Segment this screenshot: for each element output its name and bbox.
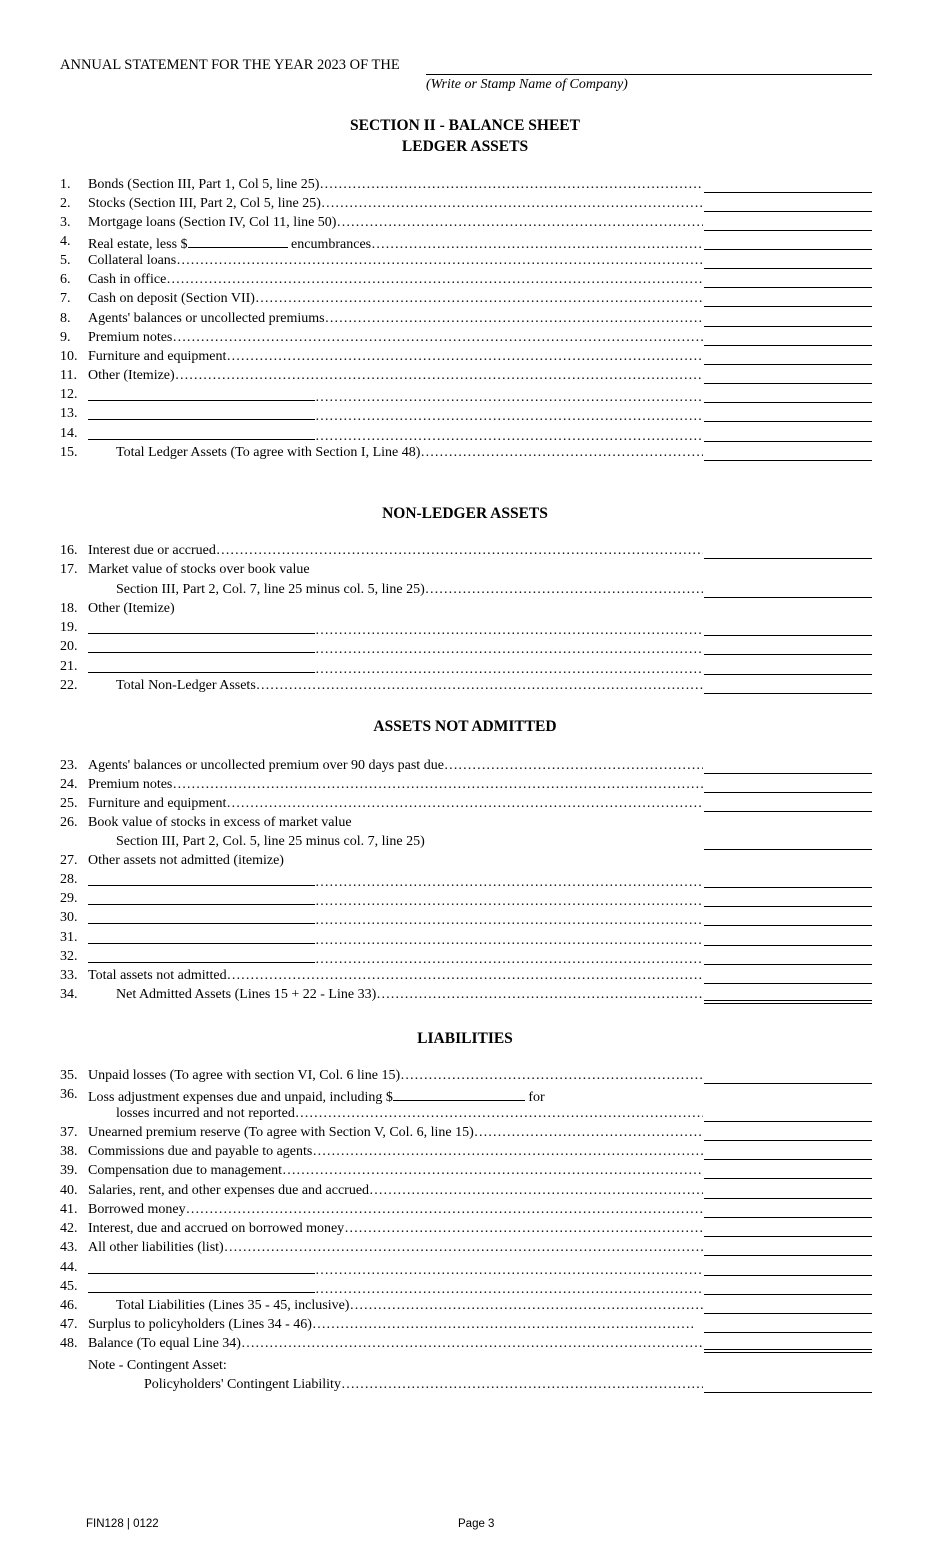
- amount-field[interactable]: [704, 383, 872, 384]
- amount-field[interactable]: [704, 1294, 872, 1295]
- line-42: 42. Interest, due and accrued on borrowed money ……………………………………………………………………………………………………………………………………………………………………………………………: [60, 1221, 872, 1240]
- line-label: Commissions due and payable to agents ……………………………………………………………………………………………………………………………………………………………………………………………: [88, 1144, 703, 1163]
- line-label: Cash in office ……………………………………………………………………………………………………………………………………………………………………………………………: [88, 272, 703, 291]
- line-5: 5. Collateral loans ……………………………………………………………………………………………………………………………………………………………………………………………: [60, 253, 872, 272]
- itemize-field[interactable]: [88, 426, 703, 445]
- amount-field[interactable]: [704, 811, 872, 812]
- line-41: 41. Borrowed money ……………………………………………………………………………………………………………………………………………………………………………………………: [60, 1202, 872, 1221]
- line-10: 10. Furniture and equipment ……………………………………………………………………………………………………………………………………………………………………………………………: [60, 349, 872, 368]
- amount-field[interactable]: [704, 674, 872, 675]
- line-35: 35. Unpaid losses (To agree with section VI, Col. 6 line 15) ……………………………………………………………………………………………………………………………………………………………………………………………: [60, 1068, 872, 1087]
- amount-field[interactable]: [704, 192, 872, 193]
- ledger-assets-heading: LEDGER ASSETS: [401, 138, 529, 155]
- line-29: 29. ……………………………………………………………………………………………………………………………………………………………………………………………: [60, 891, 872, 910]
- line-label: Interest, due and accrued on borrowed money ……………………………………………………………………………………………………………………………………………………………………………………………: [88, 1221, 703, 1240]
- amount-field[interactable]: [704, 1275, 872, 1276]
- line-label: Total assets not admitted ……………………………………………………………………………………………………………………………………………………………………………………………: [88, 968, 703, 987]
- amount-field[interactable]: [704, 654, 872, 655]
- line-20: 20. ……………………………………………………………………………………………………………………………………………………………………………………………: [60, 639, 872, 658]
- line-11: 11. Other (Itemize) ……………………………………………………………………………………………………………………………………………………………………………………………: [60, 368, 872, 387]
- line-2: 2. Stocks (Section III, Part 2, Col 5, line 25) ……………………………………………………………………………………………………………………………………………………………………………………………: [60, 196, 872, 215]
- non-ledger-assets-heading: NON-LEDGER ASSETS: [382, 505, 548, 522]
- amount-field[interactable]: [704, 211, 872, 212]
- line-label: Other (Itemize) ……………………………………………………………………………………………………………………………………………………………………………………………: [88, 368, 703, 387]
- line-15: 15. Total Ledger Assets (To agree with Section I, Line 48) ……………………………………………………………………………………………………………………………………………………………………………………………: [60, 445, 872, 464]
- line-label: Compensation due to management ……………………………………………………………………………………………………………………………………………………………………………………………: [88, 1163, 703, 1182]
- line-43: 43. All other liabilities (list) ……………………………………………………………………………………………………………………………………………………………………………………………: [60, 1240, 872, 1259]
- line-label: Other assets not admitted (itemize): [88, 853, 284, 868]
- line-label: losses incurred and not reported ……………………………………………………………………………………………………………………………………………………………………………………………: [116, 1106, 703, 1125]
- itemize-field[interactable]: [88, 930, 703, 949]
- company-name-line[interactable]: [426, 74, 872, 75]
- itemize-field[interactable]: [88, 406, 703, 425]
- amount-field[interactable]: [704, 945, 872, 946]
- line-38: 38. Commissions due and payable to agents ……………………………………………………………………………………………………………………………………………………………………………………………: [60, 1144, 872, 1163]
- line-label: Total Ledger Assets (To agree with Section I, Line 48) ……………………………………………………………………………………………………………………………………………………………………………………………: [116, 445, 703, 464]
- amount-field[interactable]: [704, 792, 872, 793]
- company-name-caption: (Write or Stamp Name of Company): [426, 77, 628, 92]
- amount-field[interactable]: [704, 906, 872, 907]
- amount-field[interactable]: [704, 1159, 872, 1160]
- amount-field[interactable]: [704, 287, 872, 288]
- form-id: FIN128 | 0122: [86, 1518, 159, 1530]
- line-34: 34. Net Admitted Assets (Lines 15 + 22 - Line 33) ……………………………………………………………………………………………………………………………………………………………………………………………: [60, 987, 872, 1006]
- line-31: 31. ……………………………………………………………………………………………………………………………………………………………………………………………: [60, 930, 872, 949]
- encumbrance-field[interactable]: [188, 234, 288, 248]
- liabilities-heading: LIABILITIES: [417, 1030, 513, 1047]
- line-13: 13. ……………………………………………………………………………………………………………………………………………………………………………………………: [60, 406, 872, 425]
- line-label: Section III, Part 2, Col. 7, line 25 minus col. 5, line 25) ……………………………………………………………………………………………………………………………………………………………………………………………: [116, 582, 703, 601]
- line-18: 18. Other (Itemize): [60, 601, 872, 620]
- amount-field[interactable]: [704, 558, 872, 559]
- amount-field[interactable]: [704, 983, 872, 984]
- line-47: 47. Surplus to policyholders (Lines 34 - 46) ……………………………………………………………………………………………………………………………………………………………………………………………: [60, 1317, 872, 1336]
- statement-title: ANNUAL STATEMENT FOR THE YEAR 2023 OF THE: [60, 57, 400, 73]
- line-25: 25. Furniture and equipment ……………………………………………………………………………………………………………………………………………………………………………………………: [60, 796, 872, 815]
- line-1: 1. Bonds (Section III, Part 1, Col 5, line 25) ……………………………………………………………………………………………………………………………………………………………………………………………: [60, 177, 872, 196]
- amount-field[interactable]: [704, 1198, 872, 1199]
- amount-field[interactable]: [704, 249, 872, 250]
- line-label: Unpaid losses (To agree with section VI, Col. 6 line 15) ……………………………………………………………………………………………………………………………………………………………………………………………: [88, 1068, 703, 1087]
- line-label: Agents' balances or uncollected premium over 90 days past due ……………………………………………………………………………………………………………………………………………………………………………………………: [88, 758, 703, 777]
- line-37: 37. Unearned premium reserve (To agree with Section V, Col. 6, line 15) ……………………………………………………………………………………………………………………………………………………………………………………………: [60, 1125, 872, 1144]
- amount-field[interactable]: [704, 421, 872, 422]
- line-label: All other liabilities (list) ……………………………………………………………………………………………………………………………………………………………………………………………: [88, 1240, 703, 1259]
- amount-field[interactable]: [704, 1349, 872, 1353]
- amount-field[interactable]: [704, 1255, 872, 1256]
- line-label: Furniture and equipment ……………………………………………………………………………………………………………………………………………………………………………………………: [88, 349, 703, 368]
- amount-field[interactable]: [704, 1000, 872, 1004]
- line-8: 8. Agents' balances or uncollected premiums ……………………………………………………………………………………………………………………………………………………………………………………………: [60, 311, 872, 330]
- amount-field[interactable]: [704, 849, 872, 850]
- line-label: Other (Itemize): [88, 601, 175, 616]
- line-label: Real estate, less $ encumbrances ……………………………………………………………………………………………………………………………………………………………………………………………: [88, 234, 703, 253]
- line-12: 12. ……………………………………………………………………………………………………………………………………………………………………………………………: [60, 387, 872, 406]
- itemize-field[interactable]: [88, 872, 703, 891]
- line-4: 4. Real estate, less $ encumbrances ……………………………………………………………………………………………………………………………………………………………………………………………: [60, 234, 872, 253]
- note-contingent-asset: [60, 1358, 872, 1377]
- line-label: Total Liabilities (Lines 35 - 45, inclusive) ……………………………………………………………………………………………………………………………………………………………………………………………: [116, 1298, 703, 1317]
- itemize-field[interactable]: [88, 1260, 703, 1279]
- amount-field[interactable]: [704, 402, 872, 403]
- amount-field[interactable]: [704, 1236, 872, 1237]
- line-28: 28. ……………………………………………………………………………………………………………………………………………………………………………………………: [60, 872, 872, 891]
- assets-not-admitted-heading: ASSETS NOT ADMITTED: [373, 718, 557, 735]
- itemize-field[interactable]: [88, 387, 703, 406]
- itemize-field[interactable]: [88, 910, 703, 929]
- amount-field[interactable]: [704, 1217, 872, 1218]
- line-label: Borrowed money ……………………………………………………………………………………………………………………………………………………………………………………………: [88, 1202, 703, 1221]
- amount-field[interactable]: [704, 1083, 872, 1084]
- amount-field[interactable]: [704, 1332, 872, 1333]
- itemize-field[interactable]: [88, 620, 703, 639]
- amount-field[interactable]: [704, 306, 872, 307]
- amount-field[interactable]: [704, 635, 872, 636]
- line-label: Loss adjustment expenses due and unpaid, including $ for: [88, 1087, 703, 1106]
- line-6: 6. Cash in office ……………………………………………………………………………………………………………………………………………………………………………………………: [60, 272, 872, 291]
- itemize-field[interactable]: [88, 949, 703, 968]
- itemize-field[interactable]: [88, 891, 703, 910]
- line-32: 32. ……………………………………………………………………………………………………………………………………………………………………………………………: [60, 949, 872, 968]
- amount-field[interactable]: [704, 887, 872, 888]
- line-label: Book value of stocks in excess of market value: [88, 815, 352, 830]
- line-label: Agents' balances or uncollected premiums ……………………………………………………………………………………………………………………………………………………………………………………………: [88, 311, 703, 330]
- line-label: Market value of stocks over book value: [88, 562, 310, 577]
- line-label: Section III, Part 2, Col. 5, line 25 minus col. 7, line 25): [116, 834, 425, 849]
- amount-field[interactable]: [704, 1140, 872, 1141]
- line-48: 48. Balance (To equal Line 34) ……………………………………………………………………………………………………………………………………………………………………………………………: [60, 1336, 872, 1355]
- page-number: Page 3: [458, 1518, 495, 1530]
- amount-field[interactable]: [704, 268, 872, 269]
- line-label: Total Non-Ledger Assets ……………………………………………………………………………………………………………………………………………………………………………………………: [116, 678, 703, 697]
- amount-field[interactable]: [704, 597, 872, 598]
- line-label: Surplus to policyholders (Lines 34 - 46) ……………………………………………………………………………………………………………………………………………………………………………………………: [88, 1317, 693, 1336]
- line-21: 21. ……………………………………………………………………………………………………………………………………………………………………………………………: [60, 659, 872, 678]
- section-title: SECTION II - BALANCE SHEET: [350, 117, 580, 134]
- amount-field[interactable]: [704, 1392, 872, 1393]
- line-44: 44. ……………………………………………………………………………………………………………………………………………………………………………………………: [60, 1260, 872, 1279]
- line-label: Collateral loans ……………………………………………………………………………………………………………………………………………………………………………………………: [88, 253, 703, 272]
- amount-field[interactable]: [704, 693, 872, 694]
- line-label: Mortgage loans (Section IV, Col 11, line 50) ……………………………………………………………………………………………………………………………………………………………………………………………: [88, 215, 703, 234]
- line-22: 22. Total Non-Ledger Assets ……………………………………………………………………………………………………………………………………………………………………………………………: [60, 678, 872, 697]
- amount-field[interactable]: [704, 326, 872, 327]
- line-label: Balance (To equal Line 34) ……………………………………………………………………………………………………………………………………………………………………………………………: [88, 1336, 703, 1355]
- amount-field[interactable]: [704, 1178, 872, 1179]
- line-3: 3. Mortgage loans (Section IV, Col 11, line 50) ……………………………………………………………………………………………………………………………………………………………………………………………: [60, 215, 872, 234]
- line-39: 39. Compensation due to management ……………………………………………………………………………………………………………………………………………………………………………………………: [60, 1163, 872, 1182]
- note-label: Note - Contingent Asset:: [88, 1358, 227, 1373]
- line-label: Stocks (Section III, Part 2, Col 5, line 25) ……………………………………………………………………………………………………………………………………………………………………………………………: [88, 196, 703, 215]
- line-label: Policyholders' Contingent Liability ……………………………………………………………………………………………………………………………………………………………………………………………: [144, 1377, 703, 1396]
- amount-field[interactable]: [704, 460, 872, 461]
- line-40: 40. Salaries, rent, and other expenses due and accrued ……………………………………………………………………………………………………………………………………………………………………………………………: [60, 1183, 872, 1202]
- line-label: Premium notes ……………………………………………………………………………………………………………………………………………………………………………………………: [88, 777, 703, 796]
- amount-field[interactable]: [704, 364, 872, 365]
- amount-field[interactable]: [704, 345, 872, 346]
- ibnr-field[interactable]: [393, 1087, 525, 1101]
- line-17: 17. Market value of stocks over book value: [60, 562, 872, 581]
- itemize-field[interactable]: [88, 659, 703, 678]
- amount-field[interactable]: [704, 773, 872, 774]
- line-14: 14. ……………………………………………………………………………………………………………………………………………………………………………………………: [60, 426, 872, 445]
- line-24: 24. Premium notes ……………………………………………………………………………………………………………………………………………………………………………………………: [60, 777, 872, 796]
- amount-field[interactable]: [704, 1121, 872, 1122]
- line-36-cont: [60, 1106, 872, 1125]
- line-23: 23. Agents' balances or uncollected premium over 90 days past due ……………………………………………………………………………………………………………………………………………………………………………………………: [60, 758, 872, 777]
- amount-field[interactable]: [704, 1313, 872, 1314]
- line-45: 45. ……………………………………………………………………………………………………………………………………………………………………………………………: [60, 1279, 872, 1298]
- line-27: 27. Other assets not admitted (itemize): [60, 853, 872, 872]
- line-33: 33. Total assets not admitted ……………………………………………………………………………………………………………………………………………………………………………………………: [60, 968, 872, 987]
- line-26-cont: [60, 834, 872, 853]
- line-label: Cash on deposit (Section VII) ……………………………………………………………………………………………………………………………………………………………………………………………: [88, 291, 703, 310]
- itemize-field[interactable]: [88, 1279, 703, 1298]
- line-16: 16. Interest due or accrued ……………………………………………………………………………………………………………………………………………………………………………………………: [60, 543, 872, 562]
- itemize-field[interactable]: [88, 639, 703, 658]
- line-label: Net Admitted Assets (Lines 15 + 22 - Line 33) ……………………………………………………………………………………………………………………………………………………………………………………………: [116, 987, 703, 1006]
- line-17-cont: [60, 582, 872, 601]
- line-label: Salaries, rent, and other expenses due and accrued ……………………………………………………………………………………………………………………………………………………………………………………………: [88, 1183, 703, 1202]
- line-26: 26. Book value of stocks in excess of market value: [60, 815, 872, 834]
- line-19: 19. ……………………………………………………………………………………………………………………………………………………………………………………………: [60, 620, 872, 639]
- amount-field[interactable]: [704, 964, 872, 965]
- line-label: Interest due or accrued ……………………………………………………………………………………………………………………………………………………………………………………………: [88, 543, 703, 562]
- line-46: 46. Total Liabilities (Lines 35 - 45, inclusive) ……………………………………………………………………………………………………………………………………………………………………………………………: [60, 1298, 872, 1317]
- note-contingent-liability: [60, 1377, 872, 1396]
- line-label: Furniture and equipment ……………………………………………………………………………………………………………………………………………………………………………………………: [88, 796, 703, 815]
- line-label: Unearned premium reserve (To agree with Section V, Col. 6, line 15) ……………………………………………………………………………………………………………………………………………………………………………………………: [88, 1125, 703, 1144]
- line-36: 36. Loss adjustment expenses due and unpaid, including $ for: [60, 1087, 872, 1106]
- line-7: 7. Cash on deposit (Section VII) ……………………………………………………………………………………………………………………………………………………………………………………………: [60, 291, 872, 310]
- amount-field[interactable]: [704, 441, 872, 442]
- line-30: 30. ……………………………………………………………………………………………………………………………………………………………………………………………: [60, 910, 872, 929]
- line-label: Bonds (Section III, Part 1, Col 5, line 25) ……………………………………………………………………………………………………………………………………………………………………………………………: [88, 177, 703, 196]
- amount-field[interactable]: [704, 230, 872, 231]
- line-label: Premium notes ……………………………………………………………………………………………………………………………………………………………………………………………: [88, 330, 703, 349]
- line-9: 9. Premium notes ……………………………………………………………………………………………………………………………………………………………………………………………: [60, 330, 872, 349]
- amount-field[interactable]: [704, 925, 872, 926]
